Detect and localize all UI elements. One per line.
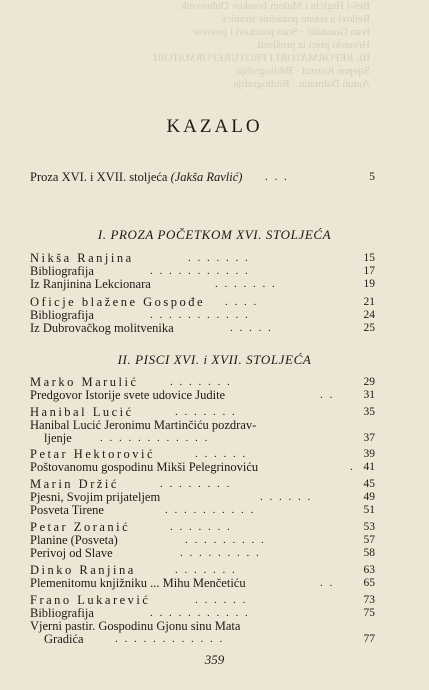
- toc-entry: [30, 547, 373, 560]
- entry-title: Proza XVI. i XVII. stoljeća (Jakša Ravlić): [30, 170, 243, 184]
- entry-page-number: 45: [363, 478, 375, 490]
- entry-title: Plemenitomu knjižniku ... Mihu Menčetiću: [30, 576, 246, 590]
- leader-dots: . . . . . . . . .: [185, 534, 266, 546]
- entry-editor: (Jakša Ravlić): [170, 170, 243, 184]
- entry-page-number: 21: [363, 296, 375, 308]
- entry-title: Oficje blažene Gospođe: [30, 295, 206, 309]
- leader-dots: . . . . . . . . . . .: [150, 309, 250, 321]
- entry-page-number: 73: [363, 594, 375, 606]
- entry-title: Planine (Posveta): [30, 533, 118, 547]
- entry-title: Petar Zoranić: [30, 520, 131, 534]
- entry-page-number: 37: [363, 432, 375, 444]
- entry-page-number: 35: [363, 406, 375, 418]
- entry-title: Vjerni pastir. Gospodinu Gjonu sinu Mata: [30, 619, 241, 633]
- entry-page-number: 15: [363, 252, 375, 264]
- entry-title: Perivoj od Slave: [30, 546, 113, 560]
- leader-dots: . . .: [265, 171, 289, 183]
- entry-title: Nikša Ranjina: [30, 251, 134, 265]
- leader-dots: . . . . . .: [195, 594, 248, 606]
- leader-dots: . . . . . . . . . .: [165, 504, 256, 516]
- leader-dots: . .: [320, 577, 335, 589]
- toc-entry: [30, 633, 373, 646]
- leader-dots: . . . . . . . . . . . .: [115, 633, 225, 645]
- leader-dots: . . . . . . . .: [160, 478, 232, 490]
- toc-entry: [30, 389, 373, 402]
- entry-page-number: 29: [363, 376, 375, 388]
- entry-page-number: 24: [363, 309, 375, 321]
- entry-title: Posveta Tirene: [30, 503, 104, 517]
- entry-page-number: 19: [363, 278, 375, 290]
- entry-page-number: 77: [363, 633, 375, 645]
- entry-page-number: 58: [363, 547, 375, 559]
- entry-title: Iz Ranjinina Lekcionara: [30, 277, 151, 291]
- entry-title: ljenje: [44, 431, 72, 445]
- entry-title: Hanibal Lucić: [30, 405, 134, 419]
- entry-page-number: 63: [363, 564, 375, 576]
- toc-entry: [30, 322, 373, 335]
- leader-dots: . .: [320, 389, 335, 401]
- toc-entry: [30, 171, 373, 184]
- leader-dots: . . . . . . .: [215, 278, 277, 290]
- page-number: 359: [204, 652, 225, 667]
- leader-dots: . . . . . . . . . . . .: [100, 432, 210, 444]
- entry-page-number: 51: [363, 504, 375, 516]
- entry-title: Pjesni, Svojim prijateljem: [30, 490, 161, 504]
- entry-page-number: 5: [369, 171, 375, 183]
- leader-dots: . . . . . . .: [170, 521, 232, 533]
- leader-dots: . . . . . . .: [175, 406, 237, 418]
- toc-entry: [30, 432, 373, 445]
- leader-dots: . . . . .: [230, 322, 273, 334]
- entry-page-number: 17: [363, 265, 375, 277]
- toc-entry: [30, 504, 373, 517]
- leader-dots: . . . . . . . . . . .: [150, 607, 250, 619]
- leader-dots: .: [350, 461, 355, 473]
- leader-dots: . . . . . . . . .: [180, 547, 261, 559]
- toc-entry: [30, 461, 373, 474]
- section-heading: I. PROZA POČETKOM XVI. STOLJEĆA: [97, 227, 332, 242]
- toc-entry: [30, 278, 373, 291]
- entry-title: Bibliografija: [30, 308, 94, 322]
- show-through-text: Beš-i Hrgićin i Malom Ivankov Dubrovnik Redovi u tekstu pozadine stranice Ivan Gundulić · Stari pozdravi i posvete Hrvatski pisci iz prošlosti III. REFORMATORI I PROTUREFORMATORI Stjepan Konzul · Bibliografija Antun Dalmatin · Bibliografija: [153, 0, 370, 90]
- leader-dots: . . . . . .: [260, 491, 313, 503]
- entry-page-number: 25: [363, 322, 375, 334]
- leader-dots: . . . .: [225, 296, 259, 308]
- leader-dots: . . . . . .: [195, 448, 248, 460]
- leader-dots: . . . . . . .: [175, 564, 237, 576]
- entry-title: Bibliografija: [30, 264, 94, 278]
- entry-title: Predgovor Istorije svete udovice Judite: [30, 388, 226, 402]
- entry-title: Gradića: [44, 632, 84, 646]
- entry-page-number: 53: [363, 521, 375, 533]
- entry-title: Frano Lukarević: [30, 593, 151, 607]
- entry-page-number: 75: [363, 607, 375, 619]
- leader-dots: . . . . . . .: [188, 252, 250, 264]
- entry-page-number: 41: [363, 461, 375, 473]
- entry-title: Petar Hektorović: [30, 447, 156, 461]
- entry-page-number: 49: [363, 491, 375, 503]
- entry-title: Iz Dubrovačkog molitvenika: [30, 321, 174, 335]
- entry-title: Marin Držić: [30, 477, 119, 491]
- toc-entry: [30, 419, 373, 432]
- entry-page-number: 65: [363, 577, 375, 589]
- entry-title: Bibliografija: [30, 606, 94, 620]
- section-heading: II. PISCI XVI. i XVII. STOLJEĆA: [117, 352, 312, 367]
- leader-dots: . . . . . . .: [170, 376, 232, 388]
- entry-page-number: 39: [363, 448, 375, 460]
- page-heading: KAZALO: [166, 116, 263, 137]
- entry-page-number: 57: [363, 534, 375, 546]
- entry-title: Dinko Ranjina: [30, 563, 136, 577]
- entry-title: Marko Marulić: [30, 375, 139, 389]
- toc-entry: [30, 577, 373, 590]
- entry-title: Poštovanomu gospodinu Mikši Pelegrinoviću: [30, 460, 259, 474]
- entry-title: Hanibal Lucić Jeronimu Martinčiću pozdrav-: [30, 418, 257, 432]
- entry-page-number: 31: [363, 389, 375, 401]
- leader-dots: . . . . . . . . . . .: [150, 265, 250, 277]
